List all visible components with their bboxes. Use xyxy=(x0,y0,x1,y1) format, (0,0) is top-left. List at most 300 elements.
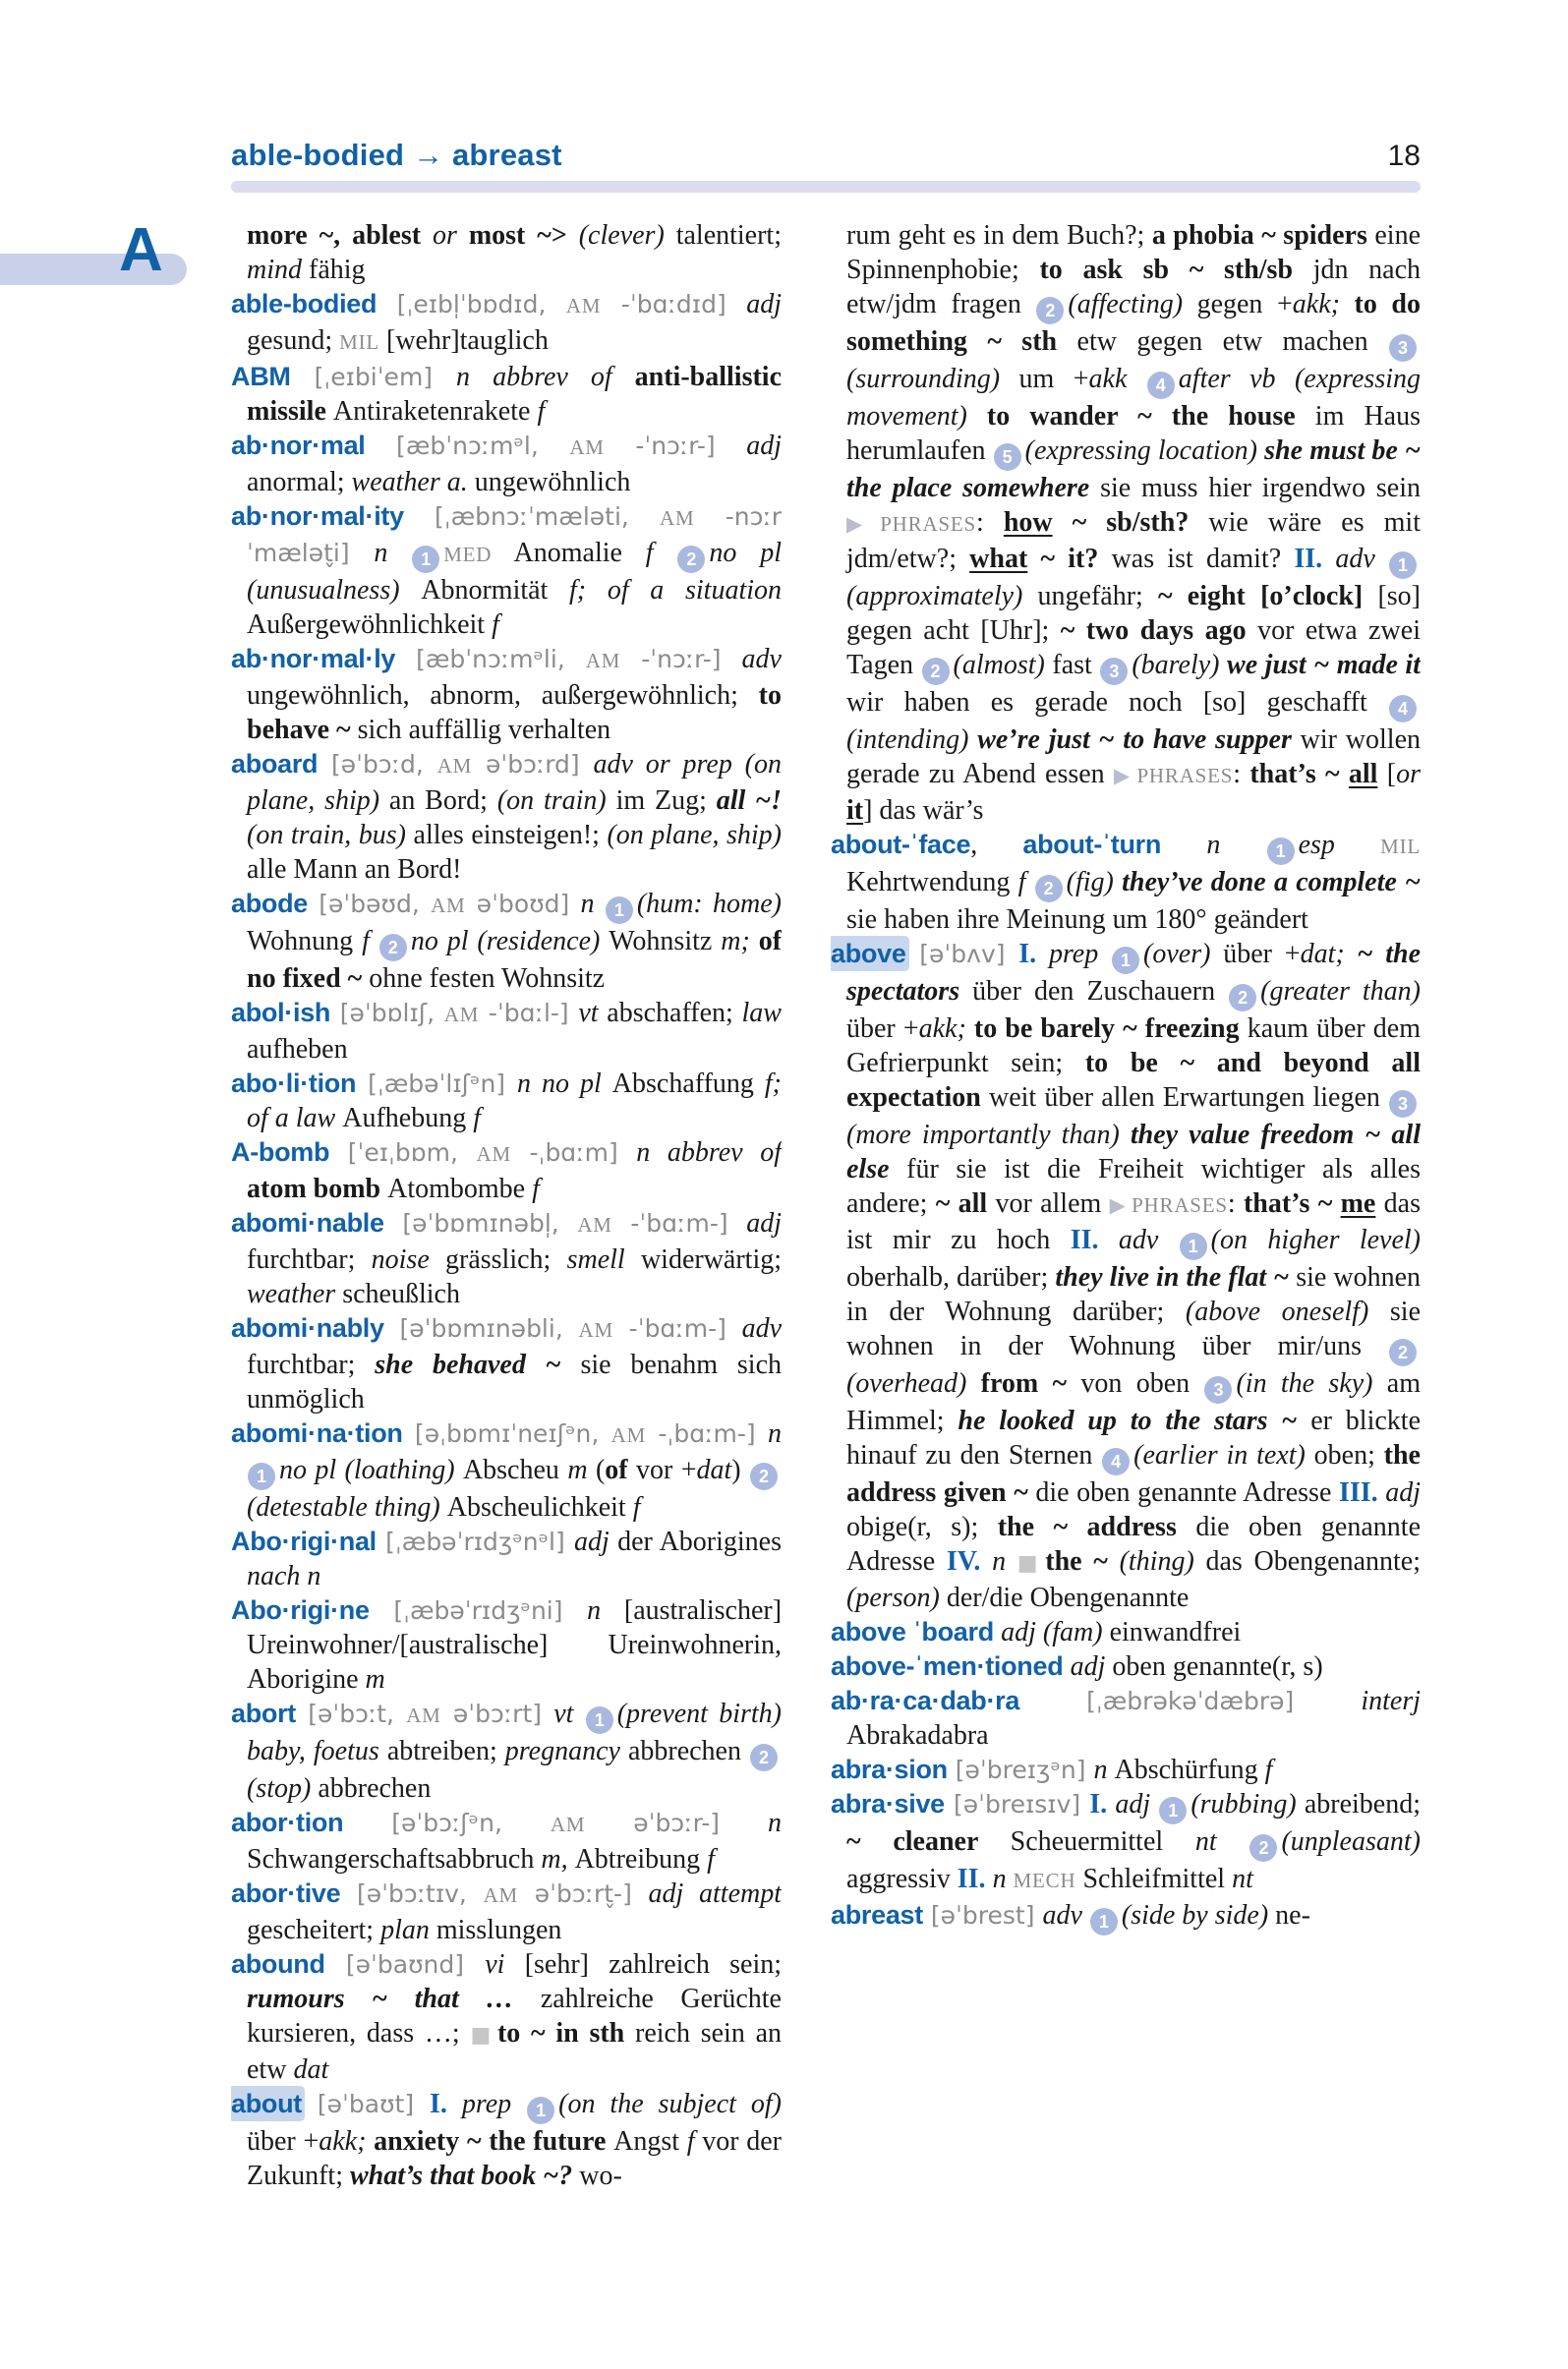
italic-label: after vb (expressing movement) xyxy=(846,364,1421,432)
pronunciation: -ˈnɔːr-] xyxy=(604,432,747,460)
usage-label: AM xyxy=(577,1213,612,1237)
pronunciation: [əˈbɔːd, xyxy=(318,750,437,779)
bold-phrase: ~ it? xyxy=(1027,544,1112,574)
text-run: eine Spinnenphobie; xyxy=(846,220,1421,285)
sense-number-badge: 1 xyxy=(1159,1797,1187,1824)
pronunciation: əˈbɔːr-] xyxy=(585,1809,768,1837)
dictionary-entry xyxy=(231,1877,782,1947)
italic-label: (stop) xyxy=(247,1773,319,1804)
bold-italic-phrase: all ~! xyxy=(716,785,782,816)
italic-label: adj attempt xyxy=(648,1878,782,1909)
pronunciation: [əˈbʌv] xyxy=(905,940,1019,968)
italic-label: (over) xyxy=(1143,939,1224,969)
italic-label: no pl (unusualness) xyxy=(247,538,782,606)
headword: Abo·rigi·ne xyxy=(231,1595,370,1625)
headword: abra·sive xyxy=(831,1789,945,1819)
bold-phrase: that’s ~ xyxy=(1249,759,1349,789)
italic-label: (fig) xyxy=(1066,867,1123,897)
sense-roman-numeral: I. xyxy=(1089,1789,1116,1820)
usage-label: AM xyxy=(406,1704,441,1727)
text-run: obige(r, s); xyxy=(846,1512,998,1542)
usage-label: AM xyxy=(578,1318,613,1342)
dictionary-entry xyxy=(231,499,782,642)
sense-number-badge: 1 xyxy=(248,1463,275,1490)
pronunciation: -ˈbɑːm-] xyxy=(611,1209,747,1238)
italic-label: adj xyxy=(573,1527,618,1557)
text-run: ungewöhnlich, abnorm, außergewöhnlich; xyxy=(247,680,759,711)
pronunciation: [əˈbɔːʃᵊn, xyxy=(343,1809,551,1837)
pronunciation: [əˈbreɪʒᵊn] xyxy=(947,1756,1094,1784)
text-run: : xyxy=(1227,1188,1244,1219)
dictionary-entry xyxy=(831,1615,1421,1649)
sense-roman-numeral: III. xyxy=(1338,1477,1386,1508)
italic-label: (above oneself) xyxy=(1185,1297,1390,1327)
text-run: über + xyxy=(247,2126,319,2157)
text-run: vor allem xyxy=(995,1188,1110,1219)
bold-italic-phrase: rumours ~ that … xyxy=(247,1984,541,2014)
italic-label: or xyxy=(1396,759,1421,789)
sense-number-badge: 1 xyxy=(527,2097,554,2124)
text-run: alles einsteigen!; xyxy=(413,820,608,850)
italic-label: (affecting) xyxy=(1068,289,1197,319)
text-run: abbrechen xyxy=(627,1736,750,1766)
text-run: Kehrtwendung xyxy=(846,867,1018,897)
pronunciation: [əˈbɒlɪʃ, xyxy=(330,999,444,1027)
pronunciation: -nɔːrˈmælət̬i] xyxy=(247,502,782,567)
bold-phrase: most ~> xyxy=(468,220,579,251)
text-run: die oben genannte Adresse xyxy=(846,1512,1421,1577)
text-run: wo- xyxy=(579,2161,622,2191)
text-run: Wohnsitz xyxy=(609,926,722,956)
italic-label: akk; xyxy=(319,2126,375,2157)
sense-number-badge: 2 xyxy=(677,546,705,573)
usage-label: PHRASES xyxy=(880,512,977,536)
italic-label: f xyxy=(707,1844,715,1875)
text-run: rum geht es in dem Buch?; xyxy=(846,220,1152,251)
sense-number-badge: 2 xyxy=(1389,1339,1417,1366)
headword: about-ˈturn xyxy=(1022,830,1207,859)
italic-label: (on train, bus) xyxy=(247,820,414,850)
text-run: Schwangerschaftsabbruch xyxy=(247,1844,542,1875)
text-run: ) xyxy=(731,1455,749,1485)
italic-label: f xyxy=(492,609,499,640)
dictionary-entry xyxy=(231,1311,782,1416)
italic-label: f xyxy=(686,2126,703,2157)
pronunciation: [əˈbreɪsɪv] xyxy=(944,1790,1090,1819)
bold-italic-phrase: they’ve done a complete ~ xyxy=(1122,867,1421,897)
italic-label: n xyxy=(1093,1755,1115,1785)
underlined-keyword: all xyxy=(1348,759,1378,789)
text-run: Anomalie xyxy=(492,538,646,568)
italic-label: m xyxy=(365,1664,385,1695)
headword: above-ˈmen·tioned xyxy=(831,1651,1071,1681)
italic-label: f; of a situation xyxy=(569,575,782,606)
sense-number-badge: 1 xyxy=(1180,1233,1207,1260)
italic-label: adv xyxy=(1335,544,1388,574)
italic-label: vt xyxy=(578,998,608,1028)
pronunciation: [əˈbɒmɪnəbli, xyxy=(383,1314,579,1343)
dictionary-entry xyxy=(831,1649,1421,1684)
dictionary-entry xyxy=(231,360,782,429)
sense-number-badge: 2 xyxy=(1249,1834,1277,1862)
collocation-square-icon: ■ xyxy=(470,2023,494,2048)
text-run: Aufhebung xyxy=(342,1103,474,1133)
usage-label: AM xyxy=(436,754,473,778)
italic-label: f xyxy=(537,396,546,427)
bold-italic-phrase: she must be ~ the place somewhere xyxy=(846,435,1421,503)
text-run: furchtbar; xyxy=(247,1244,372,1275)
text-run: gescheitert; xyxy=(247,1915,381,1945)
dictionary-entry xyxy=(231,996,782,1067)
text-run: für sie ist die Freiheit wichtiger als alles andere; xyxy=(846,1154,1421,1219)
pronunciation: [æbˈnɔːmᵊli, xyxy=(395,645,586,673)
underlined-keyword: it xyxy=(846,795,864,826)
italic-label: akk; xyxy=(1292,289,1355,319)
text-run: was ist damit? xyxy=(1111,544,1295,574)
headword: about-ˈface xyxy=(831,830,971,859)
italic-label: (intending) xyxy=(846,724,978,755)
text-run: jdn nach etw/jdm fragen xyxy=(846,255,1421,319)
pronunciation: [ˌæbnɔːˈmæləti, xyxy=(403,502,661,531)
sense-number-badge: 1 xyxy=(1112,947,1139,974)
dictionary-entry xyxy=(231,1135,782,1206)
bold-phrase: to wander ~ the house xyxy=(986,401,1315,432)
pronunciation: [ˌæbəˈlɪʃᵊn] xyxy=(356,1069,518,1098)
italic-label: (unpleasant) xyxy=(1281,1826,1421,1857)
text-run: wir haben es gerade noch [so] geschafft xyxy=(846,687,1388,718)
text-run: anormal; xyxy=(247,467,352,497)
italic-label: (on train) xyxy=(496,785,616,816)
italic-label: n xyxy=(580,889,605,919)
bold-italic-phrase: we just ~ made it xyxy=(1227,650,1421,680)
bold-italic-phrase: ~ the spectators xyxy=(846,939,1421,1007)
text-run: um + xyxy=(1018,364,1089,394)
text-run: im Zug; xyxy=(615,785,717,816)
italic-label: nt xyxy=(1232,1864,1253,1894)
italic-label: adj xyxy=(746,431,782,461)
text-run: Antiraketenrakete xyxy=(332,396,538,427)
sense-number-badge: 1 xyxy=(1090,1908,1118,1936)
usage-label: MED xyxy=(443,543,493,566)
text-run: ( xyxy=(595,1455,606,1485)
pronunciation: əˈboʊd] xyxy=(465,890,581,918)
headword: ab·ra·ca·dab·ra xyxy=(831,1686,1020,1715)
headword: abound xyxy=(231,1949,325,1979)
text-run: [australischer] Ureinwohner/[australische] Ureinwohnerin, Aborigine xyxy=(247,1595,782,1695)
text-run: vor etwa zwei Tagen xyxy=(846,615,1421,680)
text-run: Wohnung xyxy=(247,926,363,956)
usage-label: PHRASES xyxy=(1132,1193,1228,1217)
pronunciation: -ˌbɑːm-] xyxy=(646,1419,768,1448)
dictionary-entry xyxy=(231,429,782,499)
italic-label: adj xyxy=(1385,1477,1421,1508)
sense-roman-numeral: II. xyxy=(1070,1225,1119,1255)
italic-label: adj xyxy=(1070,1651,1113,1682)
bold-italic-phrase: they value freedom ~ all else xyxy=(846,1120,1421,1184)
bold-phrase: anxiety ~ the future xyxy=(374,2126,614,2157)
bold-phrase: to ~ in sth xyxy=(496,2018,636,2049)
bold-phrase: the address given ~ xyxy=(846,1440,1421,1508)
italic-label: adv or prep (on plane, ship) xyxy=(247,749,782,816)
text-run: über den Zuschauern xyxy=(972,976,1229,1007)
italic-label: adj xyxy=(1115,1789,1159,1820)
italic-label: pregnancy xyxy=(504,1736,628,1766)
sense-number-badge: 5 xyxy=(994,443,1021,471)
usage-label: AM xyxy=(610,1423,647,1447)
headword: ab·nor·mal·ly xyxy=(231,644,396,673)
pronunciation: əˈbɔːrd] xyxy=(472,750,594,779)
text-run: , xyxy=(970,830,1023,860)
text-run: furchtbar; xyxy=(247,1350,376,1380)
text-run: abreibend; xyxy=(1304,1789,1421,1820)
italic-label: n xyxy=(768,1808,782,1838)
italic-label: f xyxy=(473,1103,481,1133)
italic-label: f; of a law xyxy=(247,1069,782,1133)
bold-italic-phrase: she behaved ~ xyxy=(375,1350,581,1380)
dictionary-entry xyxy=(231,287,782,360)
italic-label: esp xyxy=(1298,830,1381,860)
usage-label: AM xyxy=(660,506,695,530)
headword: Abo·rigi·nal xyxy=(231,1527,377,1556)
italic-label: (almost) xyxy=(953,650,1053,680)
text-run: reich sein an etw xyxy=(247,2018,782,2085)
text-run: ungewöhnlich xyxy=(474,467,631,497)
dictionary-entry xyxy=(831,1684,1421,1753)
italic-label: n abbrev of xyxy=(456,362,635,392)
italic-label: dat xyxy=(293,2054,329,2085)
sense-number-badge: 1 xyxy=(1389,551,1417,579)
headword: abor·tion xyxy=(231,1808,344,1837)
bold-phrase: ~ two days ago xyxy=(1060,615,1258,646)
usage-label: AM xyxy=(483,1883,519,1907)
bold-phrase: of no fixed ~ xyxy=(247,926,782,994)
usage-label: AM xyxy=(569,435,605,459)
italic-label: adj (fam) xyxy=(1001,1617,1110,1647)
usage-label: AM xyxy=(550,1813,586,1836)
text-run: Abtreibung xyxy=(574,1844,708,1875)
italic-label: adv xyxy=(1042,1900,1089,1931)
dictionary-entry xyxy=(231,1416,782,1525)
text-run: oben; xyxy=(1313,1440,1384,1471)
text-run: Schleifmittel xyxy=(1075,1864,1233,1894)
bold-phrase: from ~ xyxy=(980,1368,1081,1399)
dictionary-entry xyxy=(831,937,1421,1615)
italic-label: nach n xyxy=(247,1561,321,1591)
collocation-square-icon: ■ xyxy=(1016,1551,1043,1576)
bold-phrase: ~ cleaner xyxy=(846,1826,1011,1857)
italic-label: (hum: home) xyxy=(636,889,782,919)
sense-number-badge: 4 xyxy=(1102,1448,1130,1475)
italic-label: (person) xyxy=(846,1583,947,1613)
sense-number-badge: 3 xyxy=(1204,1376,1232,1404)
usage-label: MIL xyxy=(339,330,380,354)
text-run: im Haus herumlaufen xyxy=(846,401,1421,466)
pronunciation: [ˌæbəˈrɪdʒᵊnᵊl] xyxy=(376,1528,574,1556)
sense-roman-numeral: II. xyxy=(957,1864,993,1894)
italic-label: mind xyxy=(247,255,309,285)
italic-label: (more importantly than) xyxy=(846,1120,1131,1150)
text-run: einwandfrei xyxy=(1109,1617,1242,1647)
text-run: an Bord; xyxy=(388,785,497,816)
italic-label: adj xyxy=(746,1208,782,1239)
bold-phrase: ~ eight [o’clock] xyxy=(1158,581,1378,611)
sense-number-badge: 2 xyxy=(750,1463,778,1490)
guide-word: able-bodied → abreast xyxy=(231,138,562,172)
text-run: abschaffen; xyxy=(607,998,742,1028)
italic-label: n abbrev of xyxy=(636,1137,782,1168)
headword: above ˈboard xyxy=(831,1617,1002,1647)
text-run: alle Mann an Bord! xyxy=(247,854,462,885)
text-run: [ xyxy=(1377,759,1397,789)
pronunciation: əˈbɔːrt] xyxy=(440,1700,554,1728)
text-run: talentiert; xyxy=(675,220,782,251)
italic-label: adj xyxy=(746,289,782,319)
underlined-keyword: how xyxy=(1003,507,1053,538)
dictionary-entry xyxy=(231,1947,782,2087)
text-run: oberhalb, darüber; xyxy=(846,1262,1056,1293)
dictionary-entry xyxy=(231,642,782,747)
pronunciation: [əˈbaʊnd] xyxy=(324,1950,486,1979)
text-run: fast xyxy=(1052,650,1100,680)
bold-phrase: ~ all xyxy=(935,1188,996,1219)
usage-label: PHRASES xyxy=(1136,764,1234,787)
italic-label: dat; xyxy=(1300,939,1358,969)
usage-label: AM xyxy=(476,1142,511,1166)
sense-number-badge: 1 xyxy=(1267,838,1295,865)
text-run: Abschürfung xyxy=(1114,1755,1265,1785)
sense-roman-numeral: II. xyxy=(1294,544,1336,574)
usage-label: AM xyxy=(585,649,621,672)
underlined-keyword: what xyxy=(969,544,1028,574)
usage-label: MIL xyxy=(1380,835,1421,858)
italic-label: (side by side) xyxy=(1121,1900,1276,1931)
headword: ab·nor·mal xyxy=(231,431,366,460)
pronunciation: -ˌbɑːm] xyxy=(510,1138,637,1167)
text-run: die oben genannte Adresse xyxy=(1035,1477,1339,1508)
text-run: widerwärtig; xyxy=(640,1244,782,1275)
text-run: abbrechen xyxy=(318,1773,432,1804)
italic-label: plan xyxy=(380,1915,436,1945)
pronunciation: -ˈbɑːdɪd] xyxy=(601,290,747,318)
text-run: vor der Zukunft; xyxy=(247,2126,782,2191)
italic-label: (on higher level) xyxy=(1210,1225,1421,1255)
underlined-keyword: me xyxy=(1340,1188,1376,1219)
italic-label: interj xyxy=(1361,1686,1421,1716)
text-run: sie haben ihre Meinung um 180° geändert xyxy=(846,904,1308,935)
text-run: zahlreiche Gerüchte kursieren, dass …; xyxy=(247,1984,782,2049)
bold-phrase: of xyxy=(605,1455,628,1485)
text-run: Abscheu xyxy=(462,1455,568,1485)
italic-label: akk; xyxy=(918,1013,974,1044)
bold-italic-phrase: we’re just ~ to have supper xyxy=(977,724,1301,755)
italic-label: f xyxy=(632,1492,641,1523)
bold-italic-phrase: he looked up to the stars ~ xyxy=(958,1406,1311,1436)
italic-label: (approximately) xyxy=(846,581,1038,611)
text-run: etw gegen etw machen xyxy=(1076,326,1389,357)
sense-number-badge: 2 xyxy=(922,658,950,685)
dictionary-entry xyxy=(831,828,1421,937)
header-divider-bar xyxy=(231,181,1421,193)
sense-number-badge: 2 xyxy=(750,1744,778,1771)
dictionary-entry xyxy=(231,1525,782,1593)
italic-label: (overhead) xyxy=(846,1368,981,1399)
headword: abreast xyxy=(831,1900,923,1930)
italic-label: no pl (loathing) xyxy=(279,1455,463,1485)
italic-label: nt xyxy=(1194,1826,1249,1857)
italic-label: smell xyxy=(566,1244,641,1275)
headword: abomi·nable xyxy=(231,1208,384,1238)
text-run: das Obengenannte; xyxy=(1205,1546,1421,1577)
bold-phrase: to ask sb ~ sth/sb xyxy=(1039,255,1313,285)
text-run: : xyxy=(1233,759,1250,789)
headword: abomi·nably xyxy=(231,1313,384,1343)
text-run: sie muss hier irgendwo sein xyxy=(1100,473,1421,503)
headword: abra·sion xyxy=(831,1755,948,1784)
bold-phrase: atom bomb xyxy=(247,1174,388,1204)
pronunciation: -ˈnɔːr-] xyxy=(620,645,742,673)
italic-label: vi xyxy=(485,1949,525,1980)
italic-label: n xyxy=(768,1418,782,1449)
italic-label: m; xyxy=(721,926,759,956)
text-run: ungefähr; xyxy=(1037,581,1159,611)
headword: ab·nor·mal·ity xyxy=(231,501,404,531)
pronunciation: [ˈeɪˌbɒm, xyxy=(329,1138,477,1167)
entry-continuation xyxy=(231,218,782,287)
headword: able-bodied xyxy=(231,289,377,318)
italic-label: (thing) xyxy=(1119,1546,1206,1577)
text-run: kaum über dem Gefrierpunkt sein; xyxy=(846,1013,1421,1078)
headword: abode xyxy=(231,889,309,918)
sense-roman-numeral: I. xyxy=(1018,939,1049,969)
text-run: Angst xyxy=(613,2126,687,2157)
italic-label: (in the sky) xyxy=(1236,1368,1387,1399)
text-run: ] das wär’s xyxy=(863,795,984,826)
headword: abomi·na·tion xyxy=(231,1418,403,1448)
text-run: [sehr] zahlreich sein; xyxy=(524,1949,782,1980)
text-run: am Himmel; xyxy=(846,1368,1421,1436)
text-run: sie wohnen in der Wohnung über mir/uns xyxy=(846,1297,1421,1361)
italic-label: (on the subject of) xyxy=(558,2089,782,2119)
bold-phrase: that’s ~ xyxy=(1243,1188,1341,1219)
sense-number-badge: 2 xyxy=(1035,875,1063,902)
pronunciation: -ˈbɑːm-] xyxy=(612,1314,742,1343)
sense-number-badge: 3 xyxy=(1389,334,1417,362)
text-run: Scheuermittel xyxy=(1010,1826,1195,1857)
dictionary-entry xyxy=(831,1753,1421,1787)
italic-label: n xyxy=(587,1595,624,1626)
pronunciation: [əˈbəʊd, xyxy=(308,890,432,918)
italic-label: akk xyxy=(1088,364,1146,394)
text-run: aufheben xyxy=(247,1034,348,1065)
sense-number-badge: 1 xyxy=(586,1706,613,1734)
bold-phrase: more ~, ablest xyxy=(247,220,433,251)
text-run: über + xyxy=(1223,939,1301,969)
italic-label: (greater than) xyxy=(1260,976,1421,1007)
text-run: oben genannte(r, s) xyxy=(1112,1651,1323,1682)
pronunciation: [ˌæbrəkəˈdæbrə] xyxy=(1019,1687,1362,1715)
italic-label: f xyxy=(1264,1755,1273,1785)
text-run: Abrakadabra xyxy=(846,1720,989,1751)
text-run: ne- xyxy=(1275,1900,1310,1931)
text-run: Abschaffung xyxy=(611,1069,765,1099)
usage-label: MECH xyxy=(1013,1869,1076,1892)
italic-label: n xyxy=(1206,830,1266,860)
sense-number-badge: 4 xyxy=(1389,695,1417,722)
italic-label: (prevent birth) baby, foetus xyxy=(247,1699,782,1766)
italic-label: n xyxy=(374,538,412,568)
dictionary-entry xyxy=(231,1697,782,1806)
text-run: aggressiv xyxy=(846,1864,958,1894)
